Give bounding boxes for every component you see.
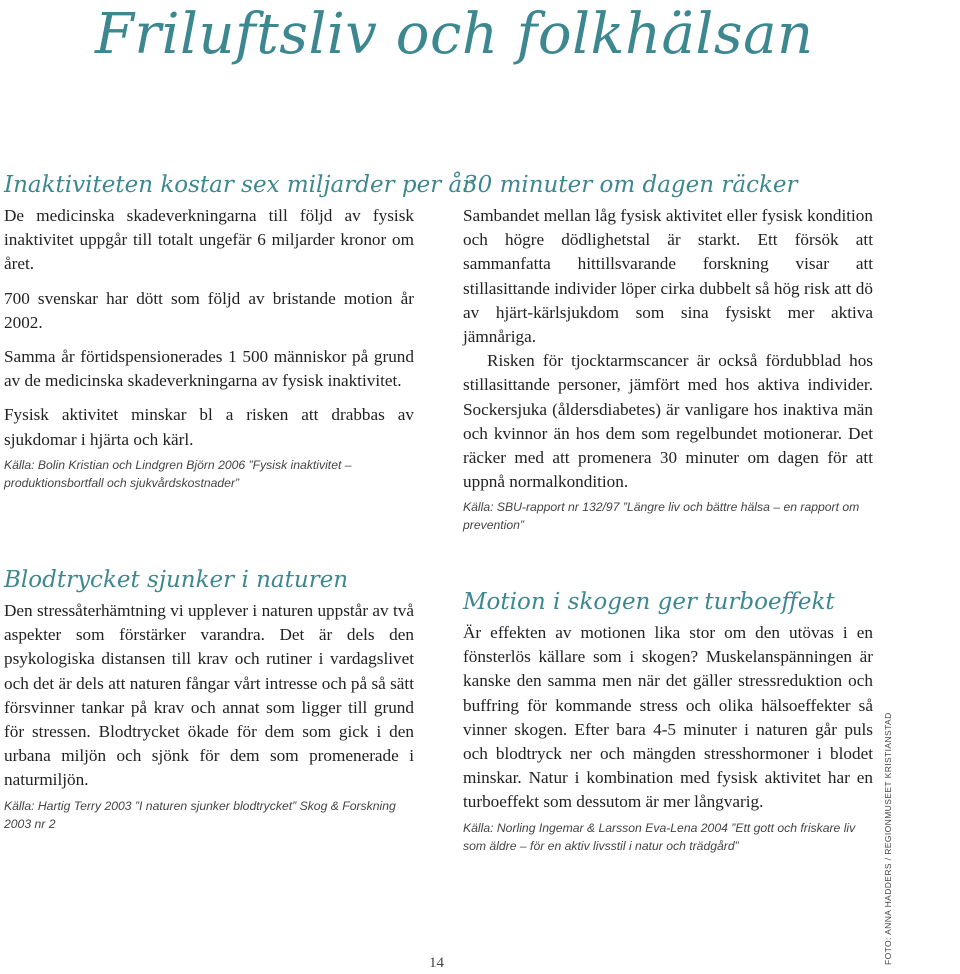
photo-credit: FOTO: ANNA HADDERS / REGIONMUSEET KRISTIANSTAD bbox=[883, 712, 893, 965]
paragraph: Risken för tjocktarmscancer är också fördubblad hos stillasittande personer, jämfört med hos aktiva individer. Sockersjuka (åldersdiabetes) är vanligare hos inaktiva män och kvinnor än hos dem som regelbundet motionerar. Det räcker med att promenera 30 minuter om dagen för att uppnå normalkondition. bbox=[463, 351, 873, 492]
paragraph: Sambandet mellan låg fysisk aktivitet eller fysisk kondition och högre dödlighetstal är starkt. Ett försök att sammanfatta hittillsvarande forskning visar att stillasittande individer löper cirka dubbelt så hög risk att dö av hjärt-kärlsjukdom som sina fysiskt mer aktiva jämnåriga. bbox=[463, 206, 873, 347]
section-heading: Inaktiviteten kostar sex miljarder per år bbox=[4, 172, 474, 198]
paragraph: Samma år förtidspensionerades 1 500 människor på grund av de medicinska skadeverkningarna av fysisk inaktivitet. bbox=[4, 347, 414, 391]
source-citation: Källa: Norling Ingemar & Larsson Eva-Lena 2004 ”Ett gott och friskare liv som äldre – för en aktiv livsstil i natur och trädgård” bbox=[463, 820, 856, 853]
section-inaktiviteten bbox=[4, 172, 474, 492]
section-30-minuter bbox=[463, 172, 873, 534]
page-title: Friluftsliv och folkhälsan bbox=[95, 2, 814, 67]
section-heading: Motion i skogen ger turboeffekt bbox=[463, 589, 835, 615]
paragraph: Är effekten av motionen lika stor om den utövas i en fönsterlös källare som i skogen? Muskelanspänningen är kanske den samma men när det gäller stressreduktion och buffring för kommande stress och olika hälsoeffekter så vinner skogen. Efter bara 4-5 minuter i naturen går puls och blodtryck ner och mängden stresshormoner i blodet minskar. Natur i kombination med fysisk aktivitet har en turboeffekt som dessutom är mer långvarig. bbox=[463, 623, 873, 812]
paragraph: Fysisk aktivitet minskar bl a risken att drabbas av sjukdomar i hjärta och kärl. bbox=[4, 405, 414, 449]
section-heading: Blodtrycket sjunker i naturen bbox=[4, 567, 349, 593]
source-citation: Källa: Bolin Kristian och Lindgren Björn 2006 ”Fysisk inaktivitet – produktionsbortfall och sjukvårdskostnader” bbox=[4, 457, 352, 490]
source-citation: Källa: Hartig Terry 2003 ”I naturen sjunker blodtrycket” Skog & Forskning 2003 nr 2 bbox=[4, 798, 396, 831]
section-blodtrycket bbox=[4, 567, 414, 833]
source-citation: Källa: SBU-rapport nr 132/97 ”Längre liv och bättre hälsa – en rapport om prevention” bbox=[463, 500, 860, 533]
paragraph: De medicinska skadeverkningarna till följd av fysisk inaktivitet uppgår till totalt ungefär 6 miljarder kronor om året. bbox=[4, 206, 414, 274]
section-motion-i-skogen bbox=[463, 589, 873, 855]
paragraph: Den stressåterhämtning vi upplever i naturen uppstår av två aspekter som förstärker varandra. Det är dels den psykologiska distansen till krav och rutiner i vardagslivet och det är dels att naturen fångar vårt intresse och på så sätt försvinner tankar på krav och annat som ligger till grund för stressen. Blodtrycket ökade för dem som gick i den urbana miljön och sjönk för dem som promenerade i naturmiljön. bbox=[4, 601, 414, 790]
section-heading: 30 minuter om dagen räcker bbox=[463, 172, 798, 198]
page-number: 14 bbox=[429, 955, 444, 971]
paragraph: 700 svenskar har dött som följd av bristande motion år 2002. bbox=[4, 288, 414, 332]
